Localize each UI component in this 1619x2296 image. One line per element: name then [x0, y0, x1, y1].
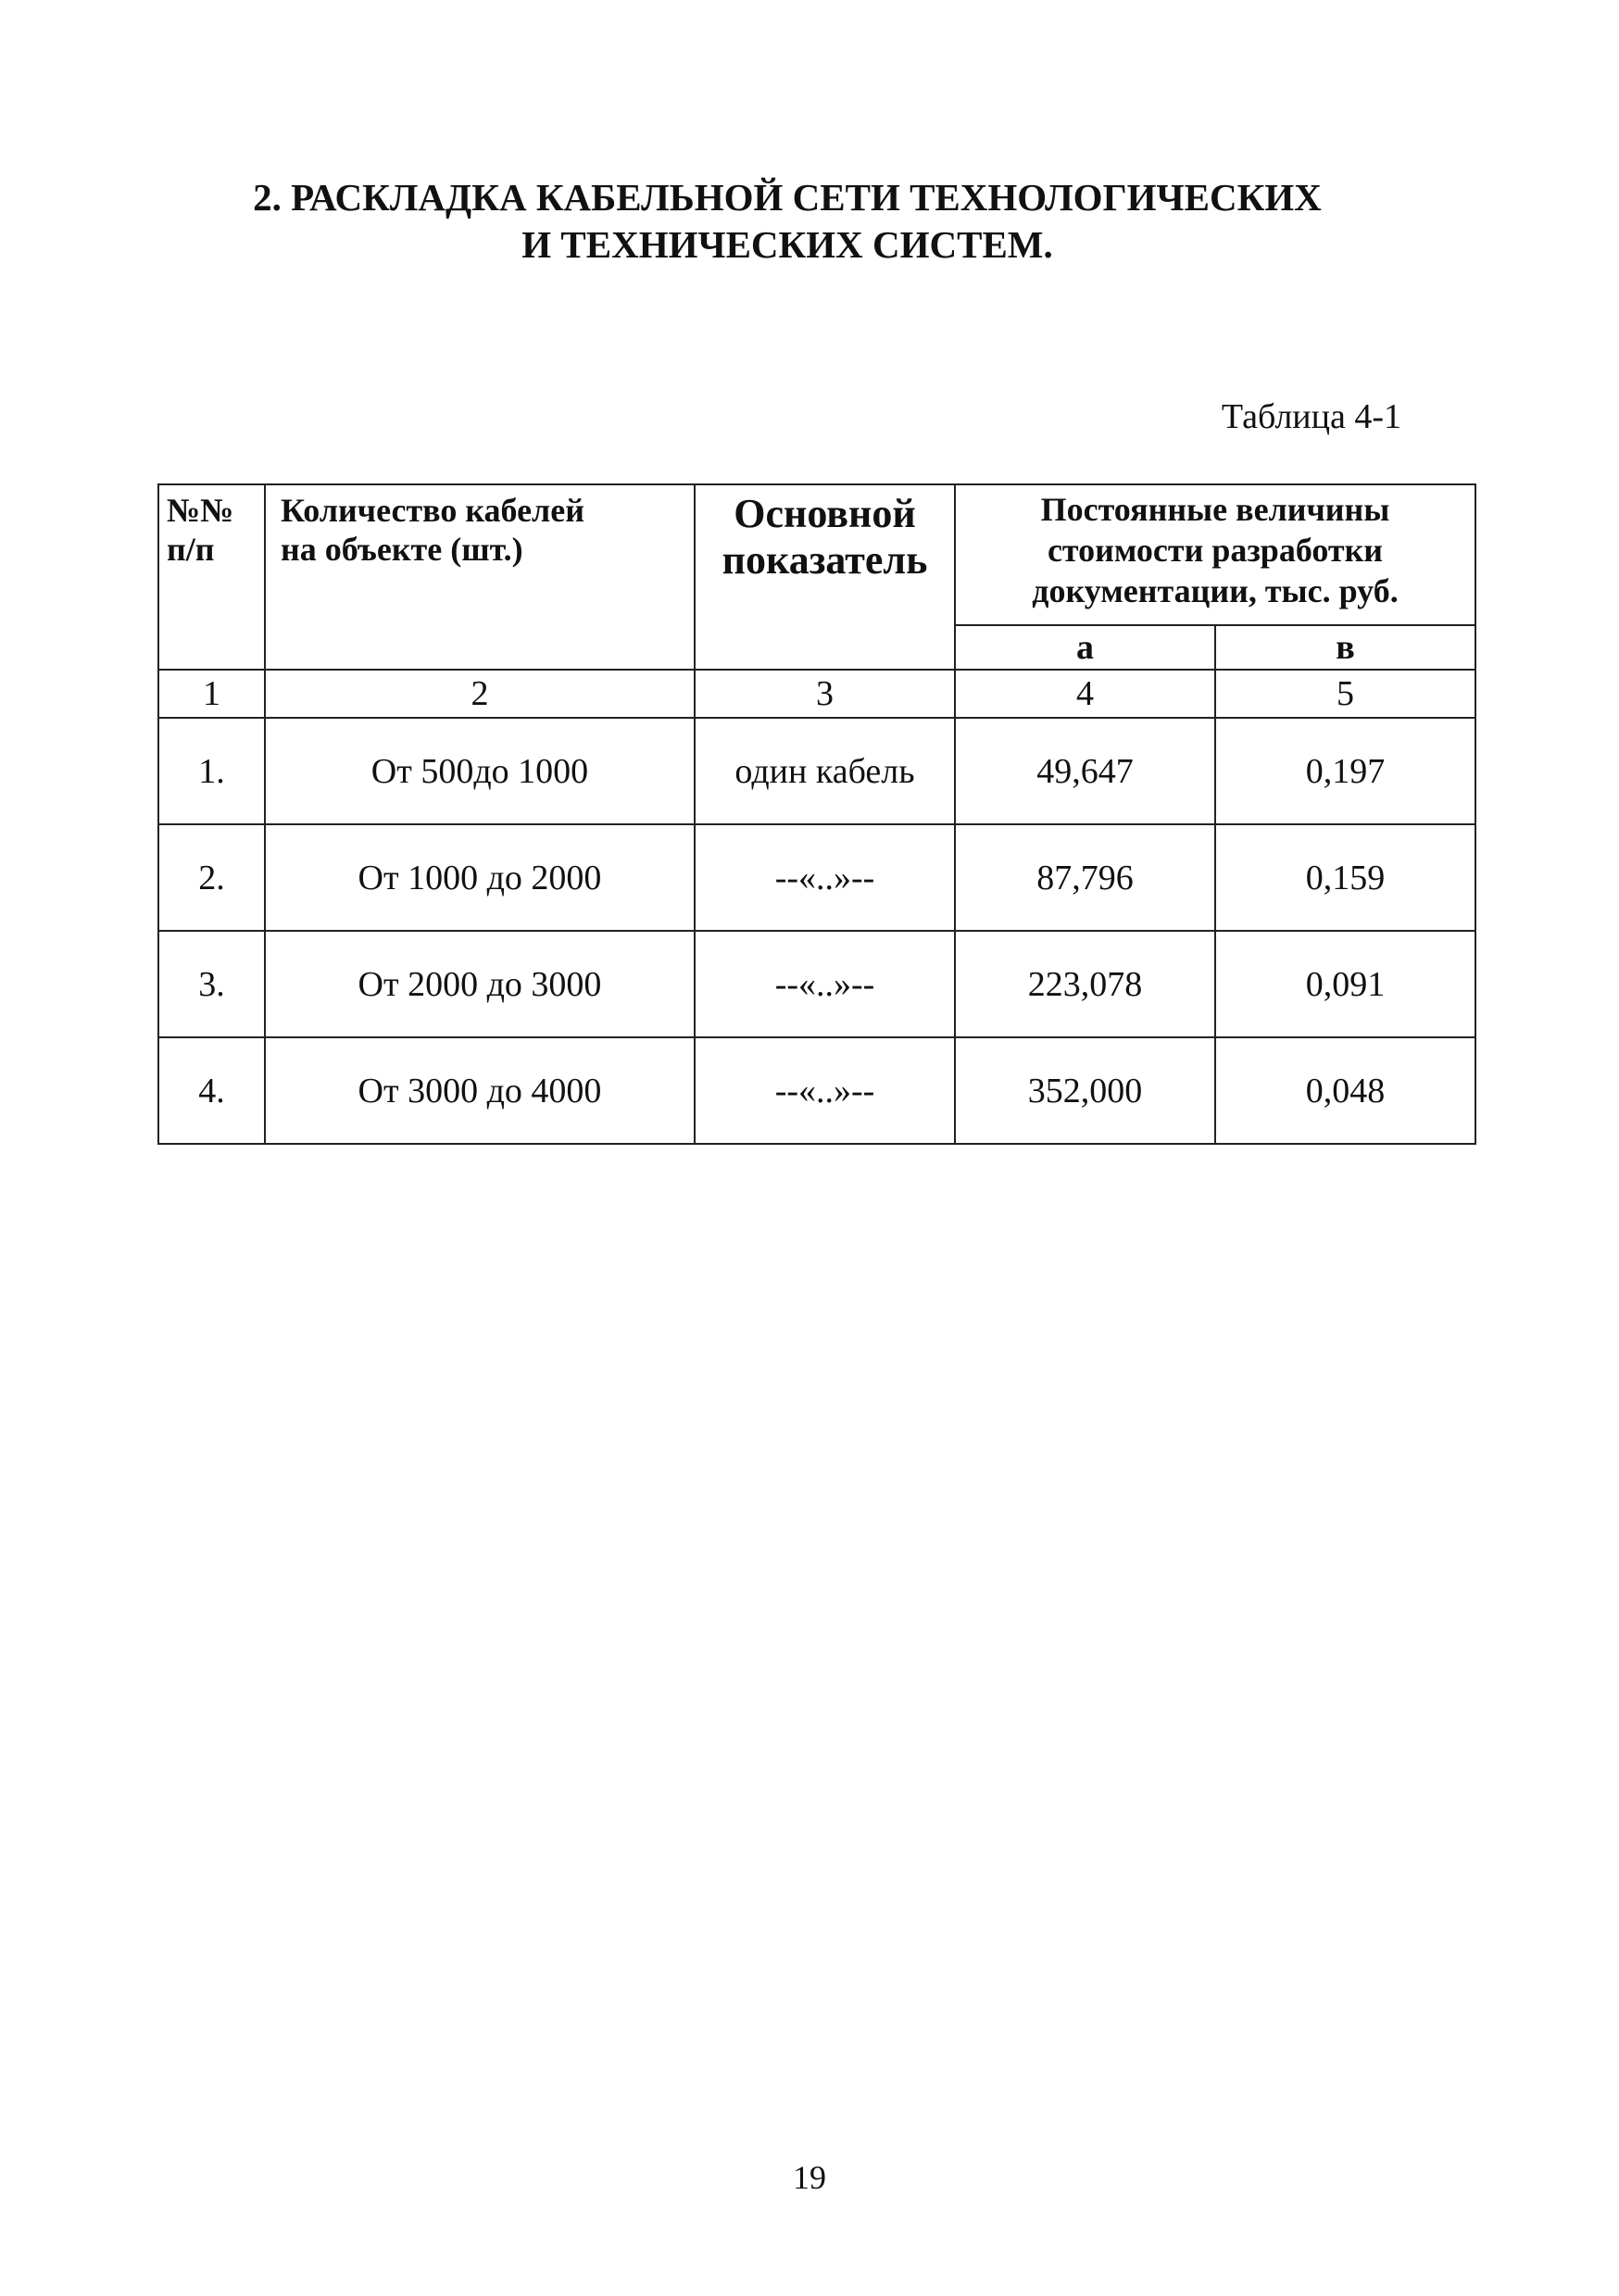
header-constants-cell: [955, 484, 1475, 625]
row-cable-count: От 1000 до 2000: [265, 824, 695, 931]
subheader-a: а: [955, 625, 1215, 670]
column-numbers-row: [158, 670, 1475, 718]
header-main-line-2: показатель: [722, 537, 928, 583]
column-number: 3: [695, 670, 955, 718]
row-cable-count: От 2000 до 3000: [265, 931, 695, 1037]
header-constants-line-2: стоимости разработки: [1047, 532, 1384, 569]
subheader-b: в: [1215, 625, 1475, 670]
table-caption: Таблица 4-1: [1221, 397, 1401, 436]
row-main-indicator: --«..»--: [695, 824, 955, 931]
row-value-b: 0,048: [1215, 1037, 1475, 1144]
row-value-a: 352,000: [955, 1037, 1215, 1144]
row-value-a: 49,647: [955, 718, 1215, 824]
row-value-b: 0,197: [1215, 718, 1475, 824]
row-number: 1.: [158, 718, 265, 824]
header-number-line-2: п/п: [167, 531, 215, 568]
header-number-line-1: №№: [167, 492, 234, 529]
header-count-line-1: Количество кабелей: [281, 492, 584, 529]
table-row: [158, 1037, 1475, 1144]
column-number: 4: [955, 670, 1215, 718]
header-count-cell: [265, 484, 695, 670]
column-number: 5: [1215, 670, 1475, 718]
column-number: 2: [265, 670, 695, 718]
row-value-a: 223,078: [955, 931, 1215, 1037]
table-row: [158, 824, 1475, 931]
row-value-b: 0,159: [1215, 824, 1475, 931]
header-count-line-2: на объекте (шт.): [281, 531, 523, 568]
header-main-indicator-cell: [695, 484, 955, 670]
row-main-indicator: --«..»--: [695, 1037, 955, 1144]
row-number: 3.: [158, 931, 265, 1037]
header-constants-line-3: документации, тыс. руб.: [1032, 572, 1399, 609]
row-value-b: 0,091: [1215, 931, 1475, 1037]
column-number: 1: [158, 670, 265, 718]
row-main-indicator: один кабель: [695, 718, 955, 824]
cable-cost-table: [157, 483, 1476, 1145]
table-header-row: [158, 484, 1475, 625]
header-constants-line-1: Постоянные величины: [1040, 491, 1390, 528]
table-row: [158, 931, 1475, 1037]
row-main-indicator: --«..»--: [695, 931, 955, 1037]
row-cable-count: От 3000 до 4000: [265, 1037, 695, 1144]
table-row: [158, 718, 1475, 824]
row-cable-count: От 500до 1000: [265, 718, 695, 824]
header-main-line-1: Основной: [734, 491, 916, 536]
section-heading: [185, 174, 1389, 269]
row-value-a: 87,796: [955, 824, 1215, 931]
row-number: 2.: [158, 824, 265, 931]
heading-line-1: 2. РАСКЛАДКА КАБЕЛЬНОЙ СЕТИ ТЕХНОЛОГИЧЕСКИХ: [253, 176, 1322, 219]
heading-line-2: И ТЕХНИЧЕСКИХ СИСТЕМ.: [521, 223, 1053, 266]
row-number: 4.: [158, 1037, 265, 1144]
page-number: 19: [793, 2159, 826, 2196]
header-number-cell: [158, 484, 265, 670]
